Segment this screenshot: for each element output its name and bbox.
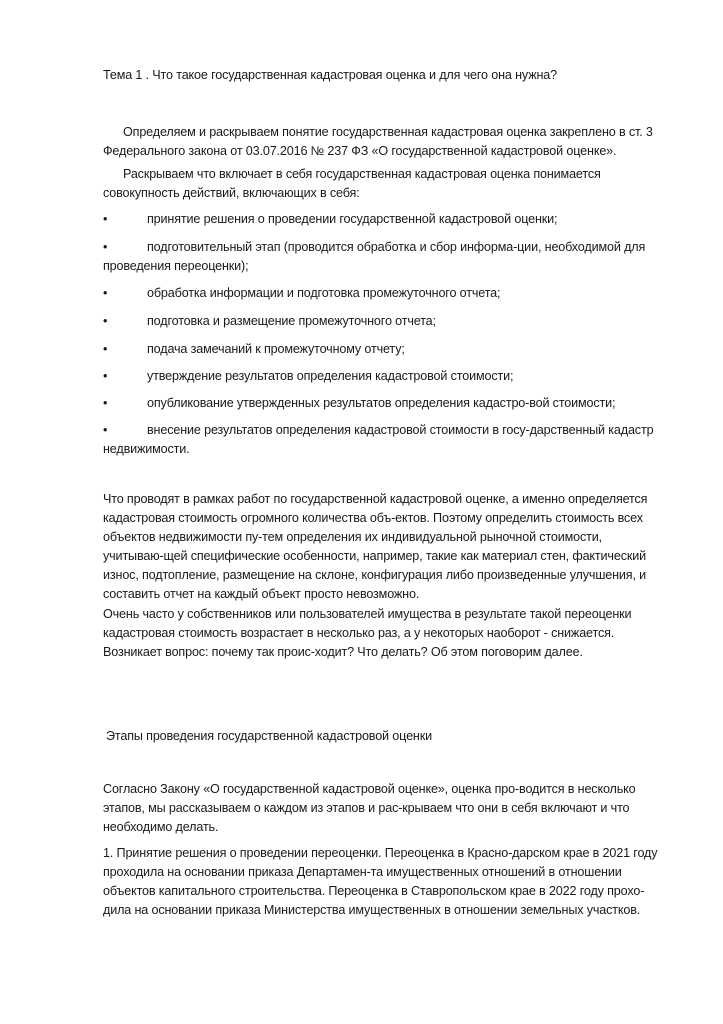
includes-paragraph: Раскрываем что включает в себя государственная кадастровая оценка понимается совокупность действий, включающих в себя: (103, 167, 601, 200)
bullet-text: подготовка и размещение промежуточного отчета; (147, 314, 436, 328)
bullet-item (103, 210, 663, 229)
bullet-icon: • (103, 423, 108, 437)
bullet-text: подача замечаний к промежуточному отчету; (147, 342, 405, 356)
bullet-item (103, 340, 663, 359)
bullet-icon: • (103, 314, 108, 328)
bullet-text: утверждение результатов определения кадастровой стоимости; (147, 369, 514, 383)
stage-1-paragraph: 1. Принятие решения о проведении переоценки. Переоценка в Красно-дарском крае в 2021 году проходила на основании приказа Департамен-та имущественных отношений в отношении объектов капитального строительства. Переоценка в Ставропольском крае в 2022 году прохо-дила на основании приказа Министерства имущественных в отношении земельных участков. (103, 846, 658, 917)
section-heading-stages: Этапы проведения государственной кадастровой оценки (106, 729, 432, 743)
bullet-icon: • (103, 369, 108, 383)
bullet-text: внесение результатов определения кадастровой стоимости в госу-дарственный кадастр недвижимости. (103, 423, 654, 456)
owners-paragraph: Очень часто у собственников или пользователей имущества в результате такой переоценки кадастровая стоимость возрастает в несколько раз, а у некоторых наоборот - снижается. Возникает вопрос: почему так проис-ходит? Что делать? Об этом поговорим далее. (103, 607, 632, 659)
bullet-item (103, 238, 663, 276)
bullet-icon: • (103, 212, 108, 226)
bullet-text: принятие решения о проведении государственной кадастровой оценки; (147, 212, 558, 226)
bullet-item (103, 312, 663, 331)
law-paragraph: Согласно Закону «О государственной кадастровой оценке», оценка про-водится в несколько этапов, мы рассказываем о каждом из этапов и рас-крываем что они в себя включают и что необходимо делать. (103, 782, 636, 834)
bullet-text: опубликование утвержденных результатов определения кадастро-вой стоимости; (147, 396, 616, 410)
bullet-item (103, 394, 663, 413)
work-paragraph: Что проводят в рамках работ по государственной кадастровой оценке, а именно определяется кадастровая стоимость огромного количества объ-ектов. Поэтому определить стоимость всех объектов недвижимости пу-тем определения их индивидуальной рыночной стоимости, учитываю-щей специфические особенности, например, такие как материал стен, фактический износ, подтопление, размещение на склоне, конфигурация либо произведенные улучшения, и составить отчет на каждый объект просто невозможно. (103, 492, 648, 601)
bullet-item (103, 367, 663, 386)
bullet-icon: • (103, 240, 108, 254)
document-title: Тема 1 . Что такое государственная кадастровая оценка и для чего она нужна? (103, 68, 558, 82)
bullet-item (103, 284, 663, 303)
bullet-icon: • (103, 286, 108, 300)
bullet-icon: • (103, 342, 108, 356)
bullet-text: подготовительный этап (проводится обработка и сбор информа-ции, необходимой для проведения переоценки); (103, 240, 646, 273)
bullet-text: обработка информации и подготовка промежуточного отчета; (147, 286, 501, 300)
bullet-icon: • (103, 396, 108, 410)
intro-paragraph: Определяем и раскрываем понятие государственная кадастровая оценка закреплено в ст. 3 Федерального закона от 03.07.2016 № 237 ФЗ «О государственной кадастровой оценке». (103, 125, 653, 158)
bullet-item (103, 421, 663, 459)
